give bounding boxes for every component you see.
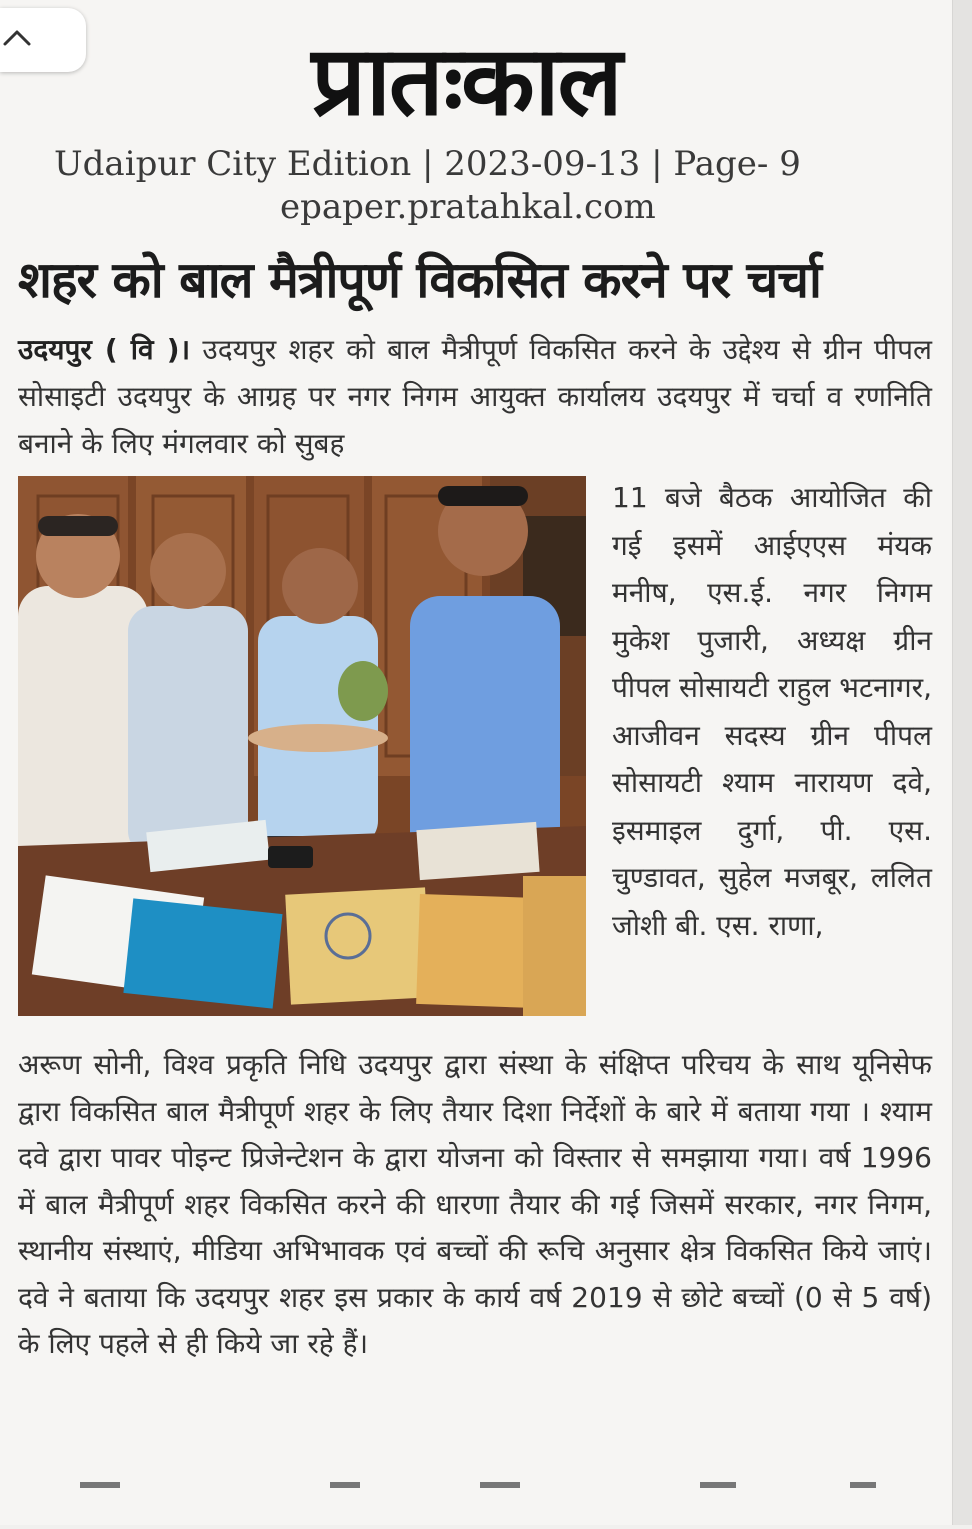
chevron-up-icon: [0, 23, 32, 57]
article-headline: शहर को बाल मैत्रीपूर्ण विकसित करने पर चर्चा: [18, 251, 821, 309]
article-side-column: 11 बजे बैठक आयोजित की गई इसमें आईएएस मंयक मनीष, एस.ई. नगर निगम मुकेश पुजारी, अध्यक्ष ग्रीन पीपल सोसायटी राहुल भटनागर, आजीवन सदस्य ग्रीन पीपल सोसायटी श्याम नारायण दवे, इसमाइल दुर्गा, पी. एस. चुण्डावत, सुहेल मजबूर, ललित जोशी बी. एस. राणा,: [612, 481, 932, 942]
epaper-website: epaper.pratahkal.com: [280, 187, 656, 227]
newspaper-masthead: प्रातःकाल: [311, 25, 621, 137]
edition-info: Udaipur City Edition | 2023-09-13 | Page- 9: [54, 144, 801, 184]
article-photo: [18, 476, 586, 1016]
article-continuation: अरूण सोनी, विश्व प्रकृति निधि उदयपुर द्वारा संस्था के संक्षिप्त परिचय के साथ यूनिसेफ द्वारा विकसित बाल मैत्रीपूर्ण शहर के लिए तैयार दिशा निर्देशों के बारे में बताया गया । श्याम दवे द्वारा पावर पोइन्ट प्रिजेन्टेशन के द्वारा योजना को विस्तार से समझाया गया। वर्ष 1996 में बाल मैत्रीपूर्ण शहर विकसित करने की धारणा तैयार की गई जिसमें सरकार, नगर निगम, स्थानीय संस्थाएं, मीडिया अभिभावक एवं बच्चों की रूचि अनुसार क्षेत्र विकसित किये जाएं। दवे ने बताया कि उदयपुर शहर इस प्रकार के कार्य वर्ष 2019 से छोटे बच्चों (0 से 5 वर्ष) के लिए पहले से ही किये जा रहे हैं।: [18, 1048, 932, 1360]
next-article-edge: [0, 1478, 952, 1525]
article-intro-text: उदयपुर शहर को बाल मैत्रीपूर्ण विकसित करने के उद्देश्य से ग्रीन पीपल सोसाइटी उदयपुर के आग्रह पर नगर निगम आयुक्त कार्यालय उदयपुर में चर्चा व रणनिति बनाने के लिए मंगलवार को सुबह: [18, 333, 932, 460]
article-dateline: उदयपुर ( वि )।: [18, 333, 191, 366]
article-intro: [18, 326, 932, 468]
scrollbar-track[interactable]: [952, 0, 972, 1525]
collapse-button[interactable]: [0, 8, 86, 72]
